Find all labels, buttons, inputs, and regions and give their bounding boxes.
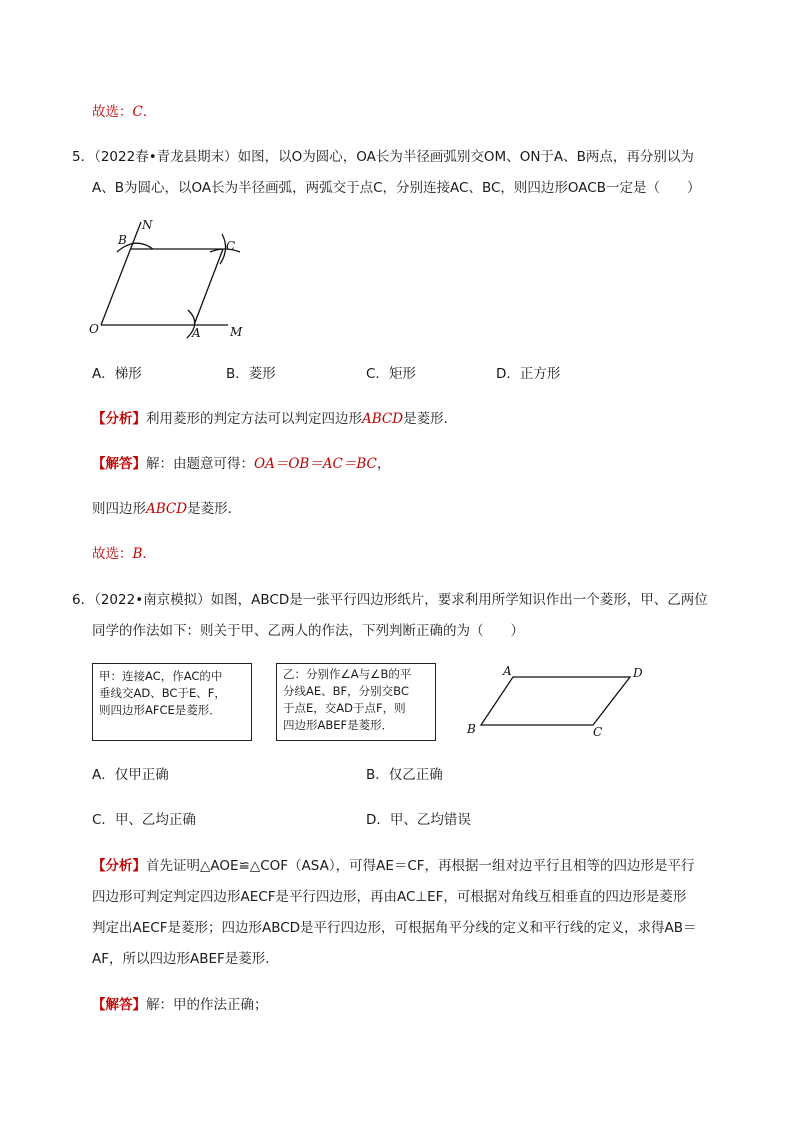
q5-figure xyxy=(80,212,255,347)
q6-analysis-line4: AF，所以四边形ABEF是菱形． xyxy=(92,951,279,967)
q5-label-b: B xyxy=(118,233,127,247)
q6-stem-line2: 同学的作法如下：则关于甲、乙两人的作法，下列判断正确的为（ ） xyxy=(92,623,524,639)
q6-label-c: C xyxy=(593,725,603,739)
q6-number: 6． xyxy=(72,592,95,608)
solution-tag: 【解答】 xyxy=(92,456,146,472)
q6-parallelogram-abcd xyxy=(481,677,630,725)
q5-option-a: A．梯形 xyxy=(92,366,142,382)
previous-answer xyxy=(92,102,156,122)
q6-solution: 【解答】解：甲的作法正确； xyxy=(92,997,268,1013)
answer-period: ． xyxy=(142,104,157,120)
q5-analysis: 【分析】利用菱形的判定方法可以判定四边形ABCD是菱形． xyxy=(92,411,458,427)
q5-label-n: N xyxy=(142,218,153,232)
q5-label-c: C xyxy=(226,239,236,253)
q5-stem-line1 xyxy=(72,147,694,167)
q6-label-b: B xyxy=(467,722,476,736)
analysis-tag: 【分析】 xyxy=(92,858,146,874)
q6-option-a: A．仅甲正确 xyxy=(92,767,169,783)
q5-number: 5． xyxy=(72,149,95,165)
q6-box-yi: 乙：分别作∠A与∠B的平 分线AE、BF，分别交BC 于点E，交AD于点F，则 四边形ABEF是菱形． xyxy=(276,663,436,741)
answer-prefix: 故选： xyxy=(92,104,133,120)
q5-option-d: D．正方形 xyxy=(496,366,561,382)
q6-stem-line1 xyxy=(72,590,708,610)
q5-option-b: B．菱形 xyxy=(226,366,276,382)
q5-conclusion: 则四边形ABCD是菱形． xyxy=(92,501,242,517)
q5-option-c: C．矩形 xyxy=(366,366,416,382)
q5-source: （2022春•青龙县期末） xyxy=(94,149,238,165)
q5-solution: 【解答】解：由题意可得：OA＝OB＝AC＝BC， xyxy=(92,456,391,472)
q6-stem-text1: 如图，ABCD是一张平行四边形纸片，要求利用所学知识作出一个菱形，甲、乙两位 xyxy=(210,592,708,608)
q5-stem-text1: 如图，以O为圆心，OA长为半径画弧别交OM、ON于A、B两点，再分别以为 xyxy=(237,149,694,165)
q6-option-c: C．甲、乙均正确 xyxy=(92,812,196,828)
q6-analysis-line1: 【分析】首先证明△AOE≌△COF（ASA），可得AE＝CF，再根据一组对边平行且相等的四边形是平行 xyxy=(92,858,695,874)
q5-label-m: M xyxy=(230,325,243,339)
q5-label-o: O xyxy=(89,322,99,336)
q6-label-a: A xyxy=(503,664,512,678)
q5-label-a: A xyxy=(192,326,201,340)
q5-stem-line2: A、B为圆心，以OA长为半径画弧，两弧交于点C，分别连接AC、BC，则四边形OACB一定是（ ） xyxy=(92,180,701,196)
q6-option-d: D．甲、乙均错误 xyxy=(366,812,471,828)
q6-figure xyxy=(460,660,660,745)
q5-answer: 故选：B． xyxy=(92,546,156,562)
q5-segment-ac xyxy=(194,249,223,325)
q6-label-d: D xyxy=(633,666,643,680)
q6-analysis-line2: 四边形可判定判定四边形AECF是平行四边形，再由AC⊥EF，可根据对角线互相垂直的四边形是菱形 xyxy=(92,889,687,905)
analysis-tag: 【分析】 xyxy=(92,411,146,427)
solution-tag: 【解答】 xyxy=(92,997,146,1013)
q6-source: （2022•南京模拟） xyxy=(94,592,211,608)
q6-option-b: B．仅乙正确 xyxy=(366,767,443,783)
q6-box-jia: 甲：连接AC，作AC的中 垂线交AD、BC于E、F， 则四边形AFCE是菱形． xyxy=(92,663,252,741)
q6-analysis-line3: 判定出AECF是菱形；四边形ABCD是平行四边形，可根据角平分线的定义和平行线的定义，求得AB＝ xyxy=(92,920,697,936)
answer-letter: C xyxy=(132,104,143,120)
